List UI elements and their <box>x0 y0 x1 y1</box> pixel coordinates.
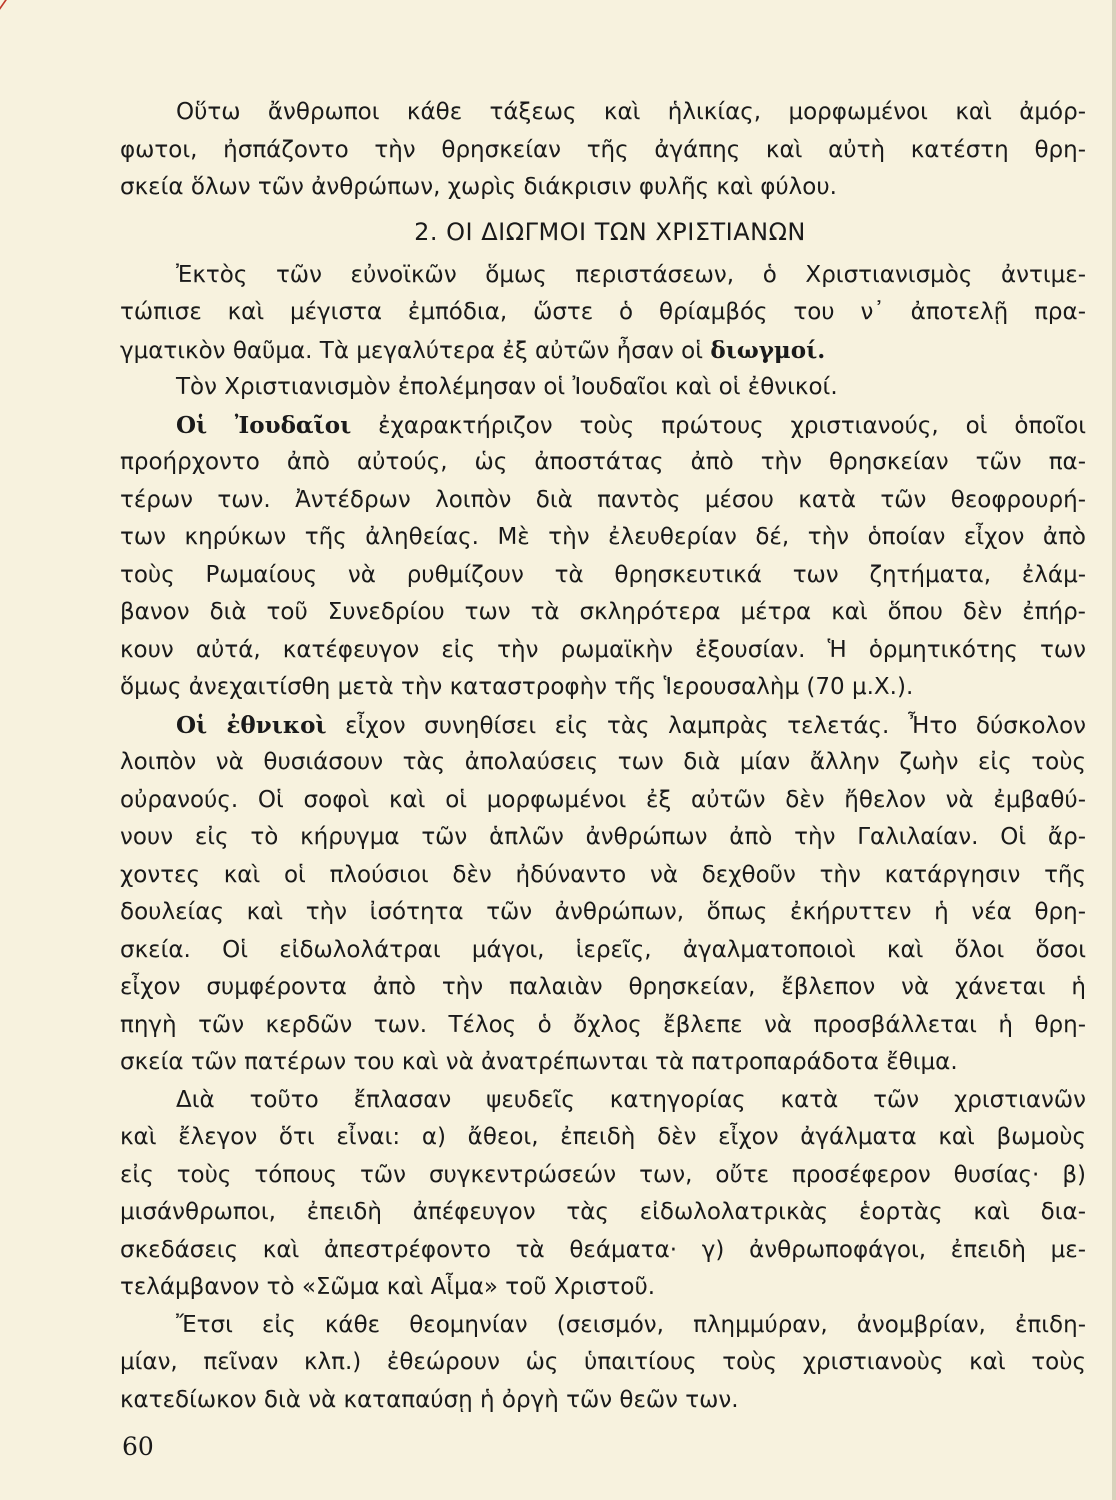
text-line: οὐρανούς. Οἱ σοφοὶ καὶ οἱ μορφωμένοι ἐξ αὐτῶν δὲν ἤθελον νὰ ἐμβαθύ- <box>120 786 1086 813</box>
text-line: δουλείας καὶ τὴν ἰσότητα τῶν ἀνθρώπων, ὅπως ἐκήρυττεν ἡ νέα θρη- <box>120 899 1086 925</box>
text-line: Οὕτω ἄνθρωποι κάθε τάξεως καὶ ἡλικίας, μορφωμένοι καὶ ἀμόρ- <box>176 99 1086 125</box>
page-number: 60 <box>122 1432 154 1461</box>
bold-term-ioudaioi: Οἱ Ἰουδαῖοι <box>176 411 352 439</box>
text-line: Ἔτσι εἰς κάθε θεομηνίαν (σεισμόν, πλημμύραν, ἀνομβρίαν, ἐπιδη- <box>176 1311 1086 1338</box>
text-line: μίαν, πεῖναν κλπ.) ἐθεώρουν ὡς ὑπαιτίους τοὺς χριστιανοὺς καὶ τοὺς <box>120 1349 1086 1375</box>
text-line: σκεία ὅλων τῶν ἀνθρώπων, χωρὶς διάκρισιν φυλῆς καὶ φύλου. <box>120 174 837 200</box>
text-line: κουν αὐτά, κατέφευγον εἰς τὴν ρωμαϊκὴν ἐξουσίαν. Ἡ ὁρμητικότης των <box>120 636 1086 663</box>
section-heading: 2. ΟΙ ΔΙΩΓΜΟΙ ΤΩΝ ΧΡΙΣΤΙΑΝΩΝ <box>414 217 806 246</box>
text-line: μισάνθρωποι, ἐπειδὴ ἀπέφευγον τὰς εἰδωλολατρικὰς ἑορτὰς καὶ δια- <box>120 1199 1086 1225</box>
text-line: Διὰ τοῦτο ἔπλασαν ψευδεῖς κατηγορίας κατὰ τῶν χριστιανῶν <box>176 1086 1086 1113</box>
text-line: πηγὴ τῶν κερδῶν των. Τέλος ὁ ὄχλος ἔβλεπε νὰ προσβάλλεται ἡ θρη- <box>120 1011 1086 1038</box>
corner-pen-mark <box>0 0 25 14</box>
text-line: ὅμως ἀνεχαιτίσθη μετὰ τὴν καταστροφὴν τῆς Ἱερουσαλὴμ (70 μ.Χ.). <box>120 674 914 700</box>
text-line: βανον διὰ τοῦ Συνεδρίου των τὰ σκληρότερα μέτρα καὶ ὅπου δὲν ἐπήρ- <box>120 599 1086 625</box>
text-line: εἰς τοὺς τόπους τῶν συγκεντρώσεών των, οὔτε προσέφερον θυσίας· β) <box>120 1161 1086 1188</box>
text-line: λοιπὸν νὰ θυσιάσουν τὰς ἀπολαύσεις των διὰ μίαν ἄλλην ζωὴν εἰς τοὺς <box>120 749 1086 775</box>
text-span: ἐχαρακτήριζον τοὺς πρώτους χριστιανούς, οἱ ὁποῖοι <box>351 412 1087 439</box>
text-line <box>120 332 1086 370</box>
bold-term-diogmoi: διωγμοί. <box>710 336 826 364</box>
page-body <box>120 94 1086 1419</box>
text-line: τελάμβανον τὸ «Σῶμα καὶ Αἷμα» τοῦ Χριστοῦ. <box>120 1274 656 1300</box>
text-line <box>120 707 1086 745</box>
text-line: Ἐκτὸς τῶν εὐνοϊκῶν ὅμως περιστάσεων, ὁ Χριστιανισμὸς ἀντιμε- <box>176 261 1086 288</box>
text-line: σκεία. Οἱ εἰδωλολάτραι μάγοι, ἱερεῖς, ἀγαλματοποιοὶ καὶ ὅλοι ὅσοι <box>120 936 1086 963</box>
text-line: Τὸν Χριστιανισμὸν ἐπολέμησαν οἱ Ἰουδαῖοι καὶ οἱ ἐθνικοί. <box>176 374 838 400</box>
text-line: νουν εἰς τὸ κήρυγμα τῶν ἁπλῶν ἀνθρώπων ἀπὸ τὴν Γαλιλαίαν. Οἱ ἄρ- <box>120 824 1086 850</box>
text-line: προήρχοντο ἀπὸ αὐτούς, ὡς ἀποστάτας ἀπὸ τὴν θρησκείαν τῶν πα- <box>120 449 1086 475</box>
text-line: τοὺς Ρωμαίους νὰ ρυθμίζουν τὰ θρησκευτικά των ζητήματα, ἐλάμ- <box>120 561 1086 588</box>
text-line: σκεδάσεις καὶ ἀπεστρέφοντο τὰ θεάματα· γ) ἀνθρωποφάγοι, ἐπειδὴ με- <box>120 1236 1086 1263</box>
text-span: εἶχον συνηθίσει εἰς τὰς λαμπρὰς τελετάς. Ἦτο δύσκολον <box>326 712 1087 739</box>
text-line: τώπισε καὶ μέγιστα ἐμπόδια, ὥστε ὁ θρίαμβός του ν᾽ ἀποτελῇ πρα- <box>120 299 1086 325</box>
text-line: χοντες καὶ οἱ πλούσιοι δὲν ἠδύναντο νὰ δεχθοῦν τὴν κατάργησιν τῆς <box>120 861 1086 888</box>
text-line: κατεδίωκον διὰ νὰ καταπαύσῃ ἡ ὀργὴ τῶν θεῶν των. <box>120 1386 739 1413</box>
text-line: τέρων των. Ἀντέδρων λοιπὸν διὰ παντὸς μέσου κατὰ τῶν θεοφρουρή- <box>120 486 1086 513</box>
text-line: καὶ ἔλεγον ὅτι εἶναι: α) ἄθεοι, ἐπειδὴ δὲν εἶχον ἀγάλματα καὶ βωμοὺς <box>120 1124 1086 1150</box>
text-line <box>120 407 1086 445</box>
bold-term-ethnikoi: Οἱ ἐθνικοὶ <box>176 711 327 739</box>
text-span: γματικὸν θαῦμα. Τὰ μεγαλύτερα ἐξ αὐτῶν ἦσαν οἱ <box>120 337 711 364</box>
text-line: των κηρύκων τῆς ἀληθείας. Μὲ τὴν ἐλευθερίαν δέ, τὴν ὁποίαν εἶχον ἀπὸ <box>120 524 1086 550</box>
text-line: σκεία τῶν πατέρων του καὶ νὰ ἀνατρέπωνται τὰ πατροπαράδοτα ἔθιμα. <box>120 1049 958 1075</box>
text-line: εἶχον συμφέροντα ἀπὸ τὴν παλαιὰν θρησκείαν, ἔβλεπον νὰ χάνεται ἡ <box>120 974 1086 1000</box>
text-line: φωτοι, ἠσπάζοντο τὴν θρησκείαν τῆς ἀγάπης καὶ αὐτὴ κατέστη θρη- <box>120 136 1086 163</box>
